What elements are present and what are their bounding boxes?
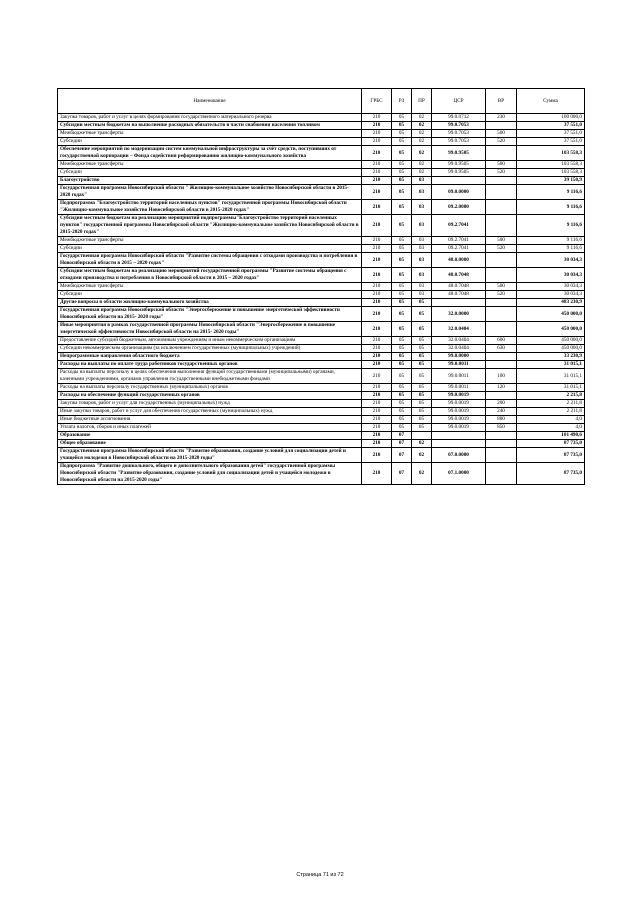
cell-grbs: 210 xyxy=(362,345,392,353)
cell-sum: 31 015,1 xyxy=(517,369,585,384)
table-row xyxy=(58,392,585,400)
cell-vr: 630 xyxy=(486,345,517,353)
cell-rz: 05 xyxy=(392,245,412,253)
cell-rz: 05 xyxy=(392,322,412,337)
cell-vr xyxy=(486,299,517,307)
cell-sum: 31 015,1 xyxy=(517,361,585,369)
cell-rz: 05 xyxy=(392,400,412,408)
cell-csr: 48.0.0000 xyxy=(432,253,486,268)
cell-sum: 33 230,9 xyxy=(517,353,585,361)
cell-grbs: 210 xyxy=(362,237,392,245)
cell-name: Расходы на выплаты по оплате труда работников государственных органов xyxy=(58,361,362,369)
cell-sum: 87 735,0 xyxy=(517,448,585,463)
cell-sum: 30 034,3 xyxy=(517,291,585,299)
header-csr: ЦСР xyxy=(432,89,486,114)
cell-rz: 05 xyxy=(392,307,412,322)
cell-csr: 99.0.7053 xyxy=(432,138,486,146)
cell-name: Субсидии xyxy=(58,169,362,177)
cell-vr xyxy=(486,177,517,185)
cell-sum: 87 735,0 xyxy=(517,463,585,485)
cell-rz: 07 xyxy=(392,432,412,440)
cell-pr: 03 xyxy=(412,200,432,215)
cell-rz: 05 xyxy=(392,283,412,291)
cell-sum: 37 551,0 xyxy=(517,138,585,146)
cell-vr xyxy=(486,463,517,485)
cell-csr: 99.0.9505 xyxy=(432,146,486,161)
cell-rz: 05 xyxy=(392,392,412,400)
cell-name: Непрограммные направления областного бюджета xyxy=(58,353,362,361)
cell-sum: 9 116,6 xyxy=(517,215,585,237)
cell-name: Общее образование xyxy=(58,440,362,448)
cell-pr: 05 xyxy=(412,307,432,322)
cell-sum: 103 558,3 xyxy=(517,161,585,169)
table-row xyxy=(58,177,585,185)
table-body xyxy=(58,114,585,485)
cell-vr: 240 xyxy=(486,408,517,416)
table-row xyxy=(58,432,585,440)
cell-sum: 450 000,0 xyxy=(517,322,585,337)
cell-rz: 05 xyxy=(392,268,412,283)
cell-grbs: 210 xyxy=(362,463,392,485)
cell-vr: 850 xyxy=(486,424,517,432)
cell-csr: 32.0.0404 xyxy=(432,345,486,353)
cell-rz: 05 xyxy=(392,337,412,345)
cell-vr: 500 xyxy=(486,237,517,245)
cell-vr xyxy=(486,200,517,215)
cell-name: Субсидии некоммерческим организациям (за исключением государственных (муниципальных) учреждений) xyxy=(58,345,362,353)
cell-csr: 99.0.7053 xyxy=(432,130,486,138)
table-row xyxy=(58,400,585,408)
cell-csr: 07.0.0000 xyxy=(432,448,486,463)
cell-grbs: 210 xyxy=(362,253,392,268)
cell-pr: 05 xyxy=(412,400,432,408)
cell-vr: 200 xyxy=(486,400,517,408)
cell-csr: 99.0.7053 xyxy=(432,122,486,130)
cell-name: Расходы на выплаты персоналу государственных (муниципальных) органов xyxy=(58,384,362,392)
cell-name: Уплата налогов, сборов и иных платежей xyxy=(58,424,362,432)
cell-rz: 05 xyxy=(392,345,412,353)
cell-csr: 99.0.0019 xyxy=(432,416,486,424)
cell-sum: 30 034,3 xyxy=(517,268,585,283)
cell-csr: 09.0.0000 xyxy=(432,185,486,200)
cell-pr: 02 xyxy=(412,122,432,130)
cell-name: Субсидии xyxy=(58,291,362,299)
cell-sum: 2 211,8 xyxy=(517,408,585,416)
cell-name: Расходы на выплаты персоналу в целях обеспечения выполнения функций государственными (муниципальными) органами, казенными учреждениями, органами управления государственными внебюджетными фондами xyxy=(58,369,362,384)
cell-csr: 99.0.9505 xyxy=(432,161,486,169)
cell-name: Иные бюджетные ассигнования xyxy=(58,416,362,424)
table-row xyxy=(58,299,585,307)
cell-sum: 483 230,9 xyxy=(517,299,585,307)
cell-name: Субсидии xyxy=(58,138,362,146)
table-row xyxy=(58,130,585,138)
cell-sum: 39 150,9 xyxy=(517,177,585,185)
cell-grbs: 210 xyxy=(362,169,392,177)
cell-pr: 02 xyxy=(412,146,432,161)
cell-csr: 09.2.7041 xyxy=(432,237,486,245)
cell-csr xyxy=(432,299,486,307)
cell-rz: 05 xyxy=(392,408,412,416)
cell-sum: 2 215,8 xyxy=(517,392,585,400)
table-row xyxy=(58,185,585,200)
cell-pr: 02 xyxy=(412,463,432,485)
table-row xyxy=(58,369,585,384)
cell-name: Подпрограмма "Благоустройство территорий населенных пунктов" государственной программы Новосибирской области "Жилищно-коммунальное хозяйство Новосибирской области в 2015-2020 годах" xyxy=(58,200,362,215)
cell-sum: 450 000,0 xyxy=(517,337,585,345)
cell-csr xyxy=(432,440,486,448)
cell-name: Межбюджетные трансферты xyxy=(58,161,362,169)
cell-sum: 4,0 xyxy=(517,416,585,424)
cell-rz: 07 xyxy=(392,463,412,485)
cell-pr xyxy=(412,432,432,440)
cell-vr xyxy=(486,353,517,361)
cell-pr: 03 xyxy=(412,177,432,185)
cell-name: Иные мероприятия в рамках государственной программы Новосибирской области "Энергосбережение и повышение энергетической эффективности Новосибирской области на 2015- 2020 годы" xyxy=(58,322,362,337)
table-row xyxy=(58,138,585,146)
cell-csr: 99.0.0000 xyxy=(432,353,486,361)
cell-pr: 03 xyxy=(412,283,432,291)
cell-csr: 99.0.0019 xyxy=(432,424,486,432)
cell-pr: 02 xyxy=(412,448,432,463)
cell-sum: 450 000,0 xyxy=(517,307,585,322)
table-row xyxy=(58,122,585,130)
cell-vr: 600 xyxy=(486,337,517,345)
cell-pr: 03 xyxy=(412,215,432,237)
cell-vr xyxy=(486,185,517,200)
cell-rz: 07 xyxy=(392,448,412,463)
cell-grbs: 210 xyxy=(362,416,392,424)
cell-vr: 500 xyxy=(486,130,517,138)
table-row xyxy=(58,448,585,463)
cell-rz: 05 xyxy=(392,161,412,169)
cell-grbs: 210 xyxy=(362,283,392,291)
cell-name: Закупка товаров, работ и услуг в целях формирования государственного материального резерва xyxy=(58,114,362,122)
cell-pr: 03 xyxy=(412,253,432,268)
table-row xyxy=(58,416,585,424)
cell-csr: 09.2.0000 xyxy=(432,200,486,215)
cell-sum: 4,0 xyxy=(517,424,585,432)
table-row xyxy=(58,322,585,337)
cell-pr: 05 xyxy=(412,384,432,392)
cell-vr: 800 xyxy=(486,416,517,424)
cell-sum: 30 034,3 xyxy=(517,283,585,291)
cell-vr: 100 xyxy=(486,369,517,384)
cell-name: Межбюджетные трансферты xyxy=(58,283,362,291)
cell-rz: 05 xyxy=(392,169,412,177)
header-grbs: ГРБС xyxy=(362,89,392,114)
cell-pr: 05 xyxy=(412,353,432,361)
cell-rz: 07 xyxy=(392,440,412,448)
cell-vr: 520 xyxy=(486,291,517,299)
cell-csr: 99.0.0019 xyxy=(432,392,486,400)
cell-grbs: 210 xyxy=(362,177,392,185)
cell-rz: 05 xyxy=(392,384,412,392)
table-row xyxy=(58,307,585,322)
cell-pr: 05 xyxy=(412,408,432,416)
cell-rz: 05 xyxy=(392,361,412,369)
budget-table xyxy=(57,88,585,485)
cell-name: Субсидии местным бюджетам на реализацию мероприятий подпрограммы"Благоустройство территорий населенных пунктов" государственной программы Новосибирской области "Жилищно-коммунальное хозяйство Новосибирской области в 2015-2020 годах" xyxy=(58,215,362,237)
cell-vr xyxy=(486,146,517,161)
cell-grbs: 210 xyxy=(362,215,392,237)
cell-grbs: 210 xyxy=(362,448,392,463)
cell-vr xyxy=(486,253,517,268)
table-row xyxy=(58,463,585,485)
table-row xyxy=(58,353,585,361)
cell-vr: 500 xyxy=(486,161,517,169)
cell-csr: 48.0.7048 xyxy=(432,283,486,291)
cell-name: Расходы на обеспечение функций государственных органов xyxy=(58,392,362,400)
table-row xyxy=(58,161,585,169)
cell-vr: 520 xyxy=(486,245,517,253)
cell-sum: 2 211,8 xyxy=(517,400,585,408)
cell-vr xyxy=(486,307,517,322)
cell-grbs: 210 xyxy=(362,400,392,408)
cell-sum: 9 116,6 xyxy=(517,245,585,253)
cell-grbs: 210 xyxy=(362,337,392,345)
header-vr: ВР xyxy=(486,89,517,114)
cell-grbs: 210 xyxy=(362,185,392,200)
cell-sum: 9 116,6 xyxy=(517,185,585,200)
cell-grbs: 210 xyxy=(362,384,392,392)
cell-vr: 500 xyxy=(486,283,517,291)
cell-pr: 02 xyxy=(412,114,432,122)
header-pr: ПР xyxy=(412,89,432,114)
cell-vr: 230 xyxy=(486,114,517,122)
cell-grbs: 210 xyxy=(362,200,392,215)
cell-rz: 05 xyxy=(392,122,412,130)
cell-grbs: 210 xyxy=(362,130,392,138)
cell-pr: 02 xyxy=(412,169,432,177)
cell-pr: 03 xyxy=(412,237,432,245)
cell-name: Государственная программа Новосибирской области " Жилищно-коммунальное хозяйство Новосибирской области в 2015-2020 годах" xyxy=(58,185,362,200)
cell-vr: 520 xyxy=(486,138,517,146)
cell-rz: 05 xyxy=(392,138,412,146)
cell-pr: 02 xyxy=(412,440,432,448)
cell-sum: 9 116,6 xyxy=(517,200,585,215)
cell-csr: 99.0.0019 xyxy=(432,408,486,416)
cell-csr: 32.0.0000 xyxy=(432,307,486,322)
cell-vr xyxy=(486,322,517,337)
cell-grbs: 210 xyxy=(362,369,392,384)
cell-pr: 05 xyxy=(412,369,432,384)
cell-rz: 05 xyxy=(392,416,412,424)
cell-rz: 05 xyxy=(392,185,412,200)
cell-sum: 103 558,3 xyxy=(517,146,585,161)
table-row xyxy=(58,245,585,253)
cell-sum: 31 015,1 xyxy=(517,384,585,392)
cell-csr xyxy=(432,177,486,185)
table-row xyxy=(58,215,585,237)
cell-name: Предоставление субсидий бюджетным, автономным учреждениям и иным некоммерческим организациям xyxy=(58,337,362,345)
cell-csr xyxy=(432,432,486,440)
cell-rz: 05 xyxy=(392,291,412,299)
cell-vr xyxy=(486,215,517,237)
cell-vr xyxy=(486,361,517,369)
cell-vr xyxy=(486,392,517,400)
cell-pr: 02 xyxy=(412,161,432,169)
cell-rz: 05 xyxy=(392,369,412,384)
cell-rz: 05 xyxy=(392,146,412,161)
cell-csr: 99.0.0019 xyxy=(432,400,486,408)
cell-pr: 05 xyxy=(412,337,432,345)
cell-sum: 87 735,0 xyxy=(517,440,585,448)
cell-vr xyxy=(486,440,517,448)
cell-grbs: 210 xyxy=(362,122,392,130)
cell-grbs: 210 xyxy=(362,114,392,122)
cell-vr xyxy=(486,268,517,283)
cell-csr: 99.0.0712 xyxy=(432,114,486,122)
cell-name: Закупка товаров, работ и услуг для государственных (муниципальных) нужд xyxy=(58,400,362,408)
cell-sum: 9 116,6 xyxy=(517,237,585,245)
cell-grbs: 210 xyxy=(362,353,392,361)
cell-sum: 450 000,0 xyxy=(517,345,585,353)
table-row xyxy=(58,384,585,392)
cell-vr xyxy=(486,448,517,463)
cell-pr: 03 xyxy=(412,291,432,299)
cell-name: Субсидии местным бюджетам на реализацию мероприятий государственной программы "Развитие системы обращения с отходами производства и потребления в Новосибирской области в 2015 – 2020 годах" xyxy=(58,268,362,283)
cell-grbs: 210 xyxy=(362,408,392,416)
cell-pr: 05 xyxy=(412,322,432,337)
cell-vr xyxy=(486,122,517,130)
cell-grbs: 210 xyxy=(362,307,392,322)
cell-rz: 05 xyxy=(392,299,412,307)
table-row xyxy=(58,337,585,345)
cell-name: Другие вопросы в области жилищно-коммунального хозяйства xyxy=(58,299,362,307)
table-row xyxy=(58,169,585,177)
table-row xyxy=(58,424,585,432)
cell-grbs: 210 xyxy=(362,138,392,146)
cell-csr: 99.0.0011 xyxy=(432,369,486,384)
table-row xyxy=(58,146,585,161)
cell-grbs: 210 xyxy=(362,392,392,400)
cell-sum: 100 000,0 xyxy=(517,114,585,122)
table-row xyxy=(58,283,585,291)
cell-sum: 37 551,0 xyxy=(517,122,585,130)
cell-name: Государственная программа Новосибирской области "Развитие образования, создание условий для социализации детей и учащейся молодежи в Новосибирской области на 2015-2020 годы" xyxy=(58,448,362,463)
cell-grbs: 210 xyxy=(362,161,392,169)
cell-csr: 32.0.0404 xyxy=(432,337,486,345)
cell-name: Благоустройство xyxy=(58,177,362,185)
cell-grbs: 210 xyxy=(362,424,392,432)
cell-rz: 05 xyxy=(392,424,412,432)
cell-pr: 05 xyxy=(412,299,432,307)
cell-rz: 05 xyxy=(392,200,412,215)
cell-vr: 120 xyxy=(486,384,517,392)
cell-csr: 09.2.7041 xyxy=(432,215,486,237)
table-row xyxy=(58,408,585,416)
cell-grbs: 210 xyxy=(362,299,392,307)
table-row xyxy=(58,114,585,122)
cell-grbs: 210 xyxy=(362,440,392,448)
cell-name: Подпрограмма "Развитие дошкольного, общего и дополнительного образования детей" государственной программы Новосибирской области "Развитие образования, создание условий для социализации детей и учащейся молодежи в Новосибирской области на 2015-2020 годы" xyxy=(58,463,362,485)
cell-csr: 99.0.9505 xyxy=(432,169,486,177)
cell-csr: 48.0.7048 xyxy=(432,268,486,283)
cell-grbs: 210 xyxy=(362,361,392,369)
cell-pr: 05 xyxy=(412,416,432,424)
cell-csr: 32.0.0404 xyxy=(432,322,486,337)
cell-csr: 99.0.0011 xyxy=(432,361,486,369)
cell-vr xyxy=(486,432,517,440)
cell-pr: 03 xyxy=(412,268,432,283)
cell-name: Межбюджетные трансферты xyxy=(58,237,362,245)
cell-sum: 103 558,3 xyxy=(517,169,585,177)
cell-name: Субсидии xyxy=(58,245,362,253)
cell-csr: 07.1.0000 xyxy=(432,463,486,485)
cell-pr: 03 xyxy=(412,245,432,253)
cell-pr: 02 xyxy=(412,138,432,146)
page-number: Страница 71 из 72 xyxy=(296,872,344,878)
cell-rz: 05 xyxy=(392,177,412,185)
cell-grbs: 210 xyxy=(362,146,392,161)
cell-pr: 05 xyxy=(412,361,432,369)
cell-pr: 02 xyxy=(412,130,432,138)
cell-rz: 05 xyxy=(392,114,412,122)
table-row xyxy=(58,268,585,283)
cell-name: Обеспечение мероприятий по модернизации систем коммунальной инфраструктуры за счёт средств, поступивших от государственной корпорации – Фонда содействия реформированию жилищно-коммунального хозяйства xyxy=(58,146,362,161)
cell-rz: 05 xyxy=(392,130,412,138)
cell-vr: 520 xyxy=(486,169,517,177)
cell-rz: 05 xyxy=(392,353,412,361)
cell-name: Образование xyxy=(58,432,362,440)
table-row xyxy=(58,200,585,215)
header-rz: РЗ xyxy=(392,89,412,114)
cell-sum: 101 490,6 xyxy=(517,432,585,440)
cell-grbs: 210 xyxy=(362,322,392,337)
header-sum: Сумма xyxy=(517,89,585,114)
table-row xyxy=(58,237,585,245)
header-name: Наименование xyxy=(58,89,362,114)
cell-rz: 05 xyxy=(392,215,412,237)
cell-grbs: 210 xyxy=(362,432,392,440)
cell-csr: 09.2.7041 xyxy=(432,245,486,253)
cell-name: Межбюджетные трансферты xyxy=(58,130,362,138)
cell-grbs: 210 xyxy=(362,268,392,283)
cell-rz: 05 xyxy=(392,253,412,268)
cell-name: Иные закупки товаров, работ и услуг для обеспечения государственных (муниципальных) нужд xyxy=(58,408,362,416)
cell-grbs: 210 xyxy=(362,291,392,299)
cell-sum: 37 551,0 xyxy=(517,130,585,138)
table-row xyxy=(58,253,585,268)
cell-name: Государственная программа Новосибирской области "Энергосбережение и повышение энергетической эффективности Новосибирской области на 2015- 2020 годы" xyxy=(58,307,362,322)
cell-sum: 30 034,3 xyxy=(517,253,585,268)
cell-pr: 05 xyxy=(412,424,432,432)
cell-grbs: 210 xyxy=(362,245,392,253)
cell-csr: 48.0.7048 xyxy=(432,291,486,299)
table-row xyxy=(58,440,585,448)
table-header-row xyxy=(58,89,585,114)
cell-rz: 05 xyxy=(392,237,412,245)
cell-pr: 05 xyxy=(412,392,432,400)
cell-pr: 05 xyxy=(412,345,432,353)
table-row xyxy=(58,361,585,369)
table-row xyxy=(58,345,585,353)
cell-name: Субсидии местным бюджетам на выполнение расходных обязательств в части снабжения населения топливом xyxy=(58,122,362,130)
cell-name: Государственная программа Новосибирской области "Развитие системы обращения с отходами производства и потребления в Новосибирской области в 2015 – 2020 годах" xyxy=(58,253,362,268)
cell-pr: 03 xyxy=(412,185,432,200)
cell-csr: 99.0.0011 xyxy=(432,384,486,392)
table-row xyxy=(58,291,585,299)
